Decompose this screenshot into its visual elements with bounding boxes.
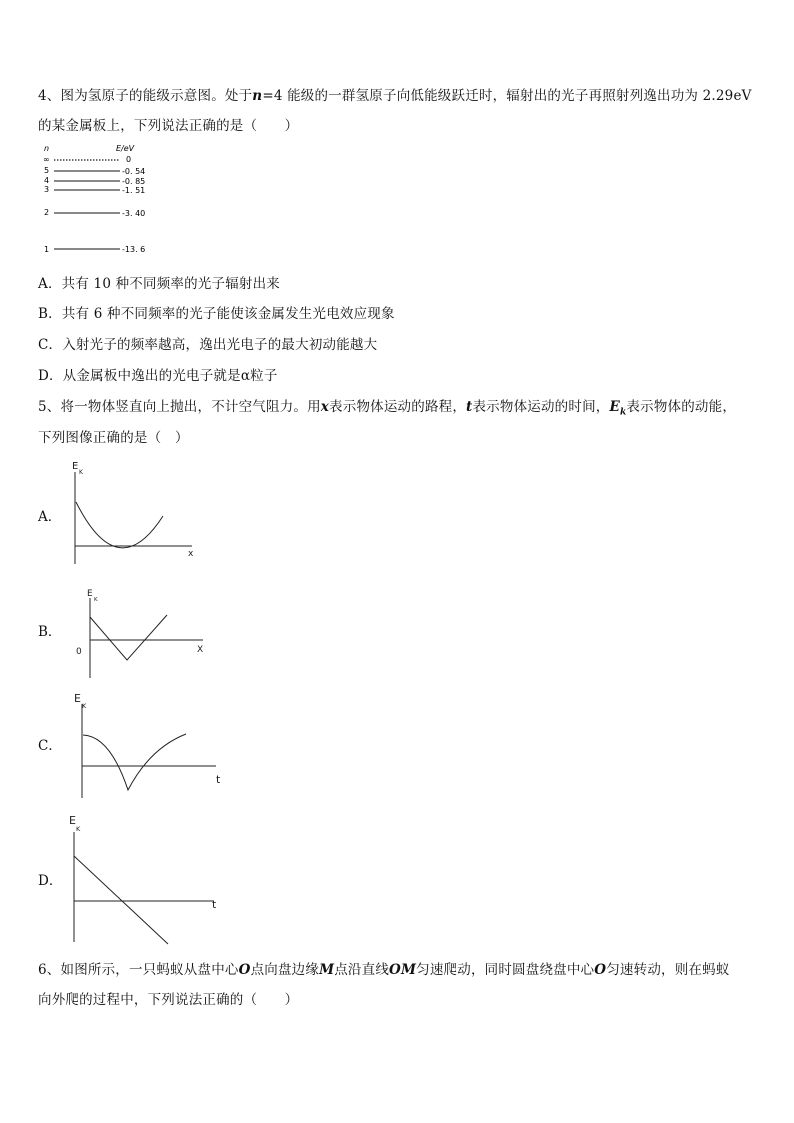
q5-x-var: x <box>320 399 330 415</box>
q4-option-c[interactable]: C．入射光子的频率越高，逸出光电子的最大初动能越大 <box>38 337 378 353</box>
q5-ek-var: E <box>609 399 620 415</box>
graph-c-xlabel: t <box>216 773 221 786</box>
q5-graph-c[interactable] <box>68 688 228 803</box>
diagram-e-header: E/eV <box>116 144 135 153</box>
q5-stem-line1 <box>38 395 736 418</box>
graph-b-ysub: K <box>94 597 98 603</box>
q6-stem-a: 6、如图所示，一只蚂蚁从盘中心 <box>38 962 239 978</box>
q5-graph-b[interactable] <box>70 584 215 684</box>
q4-stem-mid: =4 能级的一群氢原子向低能级跃迁时，辐射出的光子再照射列逸出功为 2.29eV <box>262 88 752 104</box>
graph-a-xlabel: x <box>188 549 194 559</box>
level-n-3: 3 <box>44 185 50 194</box>
graph-c-curve <box>83 734 186 790</box>
q5-ek-sub: k <box>619 407 627 418</box>
q4-option-a[interactable]: A．共有 10 种不同频率的光子辐射出来 <box>38 276 281 292</box>
level-e-2: -3. 40 <box>122 209 146 218</box>
graph-b-ylabel: E <box>87 589 93 599</box>
q6-o-var: O <box>238 962 251 978</box>
q6-om-var: OM <box>389 962 417 978</box>
q6-stem-line2: 向外爬的过程中，下列说法正确的（ ） <box>38 992 299 1008</box>
level-e-3: -1. 51 <box>122 186 146 195</box>
graph-c-ysub: K <box>82 702 87 710</box>
q5-stem-d: 表示物体的动能， <box>626 399 737 415</box>
q6-stem-c: 点沿直线 <box>334 962 390 978</box>
graph-d-ylabel: E <box>69 814 76 827</box>
graph-b-origin: 0 <box>76 647 82 657</box>
q6-m-var: M <box>319 962 335 978</box>
level-n-5: 5 <box>44 166 50 175</box>
q4-stem-line2: 的某金属板上，下列说法正确的是（ ） <box>38 118 299 134</box>
q5-option-c-letter[interactable]: C． <box>38 738 62 754</box>
level-n-1: 1 <box>44 245 50 254</box>
level-n-4: 4 <box>44 176 50 185</box>
graph-c-ylabel: E <box>74 692 81 705</box>
q5-option-a-letter[interactable]: A． <box>38 509 62 525</box>
q5-option-d-letter[interactable]: D． <box>38 873 63 889</box>
graph-a-ysub: K <box>79 469 83 476</box>
q6-stem-line1 <box>38 958 730 978</box>
q6-stem-e: 匀速转动，则在蚂蚁 <box>606 962 730 978</box>
q4-n-var: n <box>252 88 263 104</box>
q4-option-d[interactable]: D．从金属板中逸出的光电子就是α粒子 <box>38 368 278 384</box>
graph-a-curve <box>76 502 163 548</box>
diagram-n-header: n <box>44 144 50 153</box>
q5-graph-a[interactable] <box>62 458 202 570</box>
q5-option-b-letter[interactable]: B． <box>38 624 62 640</box>
graph-d-ysub: K <box>76 825 81 833</box>
q5-stem-b: 表示物体运动的路程， <box>329 399 467 415</box>
level-e-inf: 0 <box>126 155 132 164</box>
level-e-4: -0. 85 <box>122 177 146 186</box>
q5-stem-line2: 下列图像正确的是（ ） <box>38 430 189 446</box>
q5-graph-d[interactable] <box>64 810 234 945</box>
q5-stem-c: 表示物体运动的时间， <box>472 399 610 415</box>
q6-stem-b: 点向盘边缘 <box>250 962 320 978</box>
level-e-5: -0. 54 <box>122 167 146 176</box>
q4-stem-line1 <box>38 84 752 104</box>
q5-t-var: t <box>466 399 473 415</box>
level-e-1: -13. 6 <box>122 245 146 254</box>
graph-b-curve <box>90 615 167 660</box>
q6-o2-var: O <box>594 962 607 978</box>
q5-stem-a: 5、将一物体竖直向上抛出，不计空气阻力。用 <box>38 399 321 415</box>
energy-level-diagram <box>38 142 188 260</box>
graph-d-curve <box>74 856 168 944</box>
graph-b-xlabel: X <box>197 645 204 655</box>
q6-stem-d: 匀速爬动，同时圆盘绕盘中心 <box>416 962 595 978</box>
graph-a-ylabel: E <box>72 461 79 472</box>
q4-option-b[interactable]: B．共有 6 种不同频率的光子能使该金属发生光电效应现象 <box>38 306 395 322</box>
level-n-inf: ∞ <box>43 155 50 164</box>
q4-stem-prefix: 4、图为氢原子的能级示意图。处于 <box>38 88 253 104</box>
level-n-2: 2 <box>44 208 50 217</box>
graph-d-xlabel: t <box>212 898 217 911</box>
